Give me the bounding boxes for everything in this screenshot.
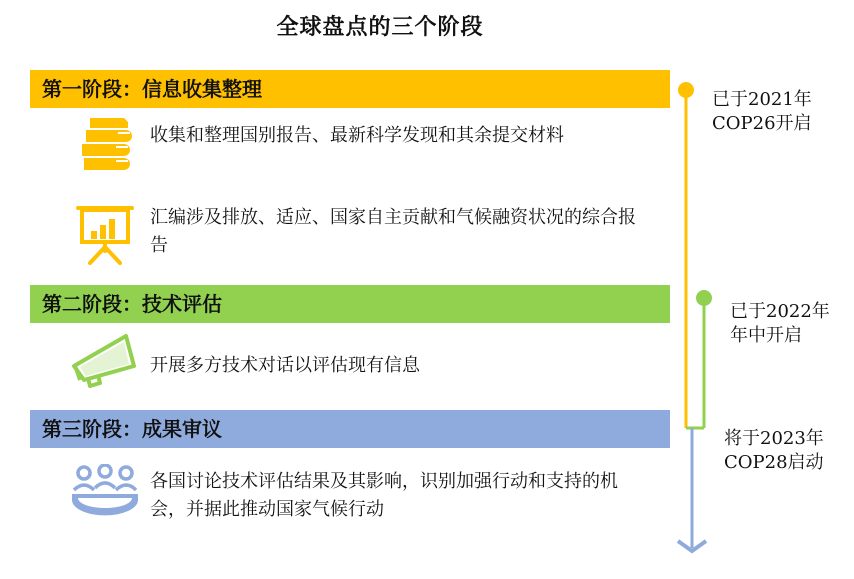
- milestone-1-line1: 已于2021年: [712, 89, 812, 110]
- milestone-3: [724, 427, 824, 475]
- milestone-2-line2: 年中开启: [730, 325, 802, 346]
- milestone-1-line2: COP26开启: [712, 113, 812, 134]
- stage-3-item-1: 各国讨论技术评估结果及其影响，识别加强行动和支持的机会，并据此推动国家气候行动: [150, 471, 618, 520]
- milestone-3-line2: COP28启动: [724, 452, 824, 473]
- diagram-title: 全球盘点的三个阶段: [276, 14, 484, 40]
- stage-2-header: 第二阶段：技术评估: [30, 285, 670, 323]
- milestone-1-dot: [678, 82, 694, 98]
- milestone-2-line1: 已于2022年: [730, 301, 830, 322]
- milestone-2: [730, 300, 830, 348]
- stage-3-header: 第三阶段：成果审议: [30, 410, 670, 448]
- milestone-3-line1: 将于2023年: [724, 428, 824, 449]
- milestone-2-dot: [696, 290, 712, 306]
- stage-1-item-2: 汇编涉及排放、适应、国家自主贡献和气候融资状况的综合报告: [150, 207, 636, 256]
- stage-1-item-1: 收集和整理国别报告、最新科学发现和其余提交材料: [150, 125, 564, 146]
- stage-1-header: 第一阶段：信息收集整理: [30, 70, 670, 108]
- stage-2-item-1: 开展多方技术对话以评估现有信息: [150, 355, 420, 376]
- milestone-1: [712, 88, 812, 136]
